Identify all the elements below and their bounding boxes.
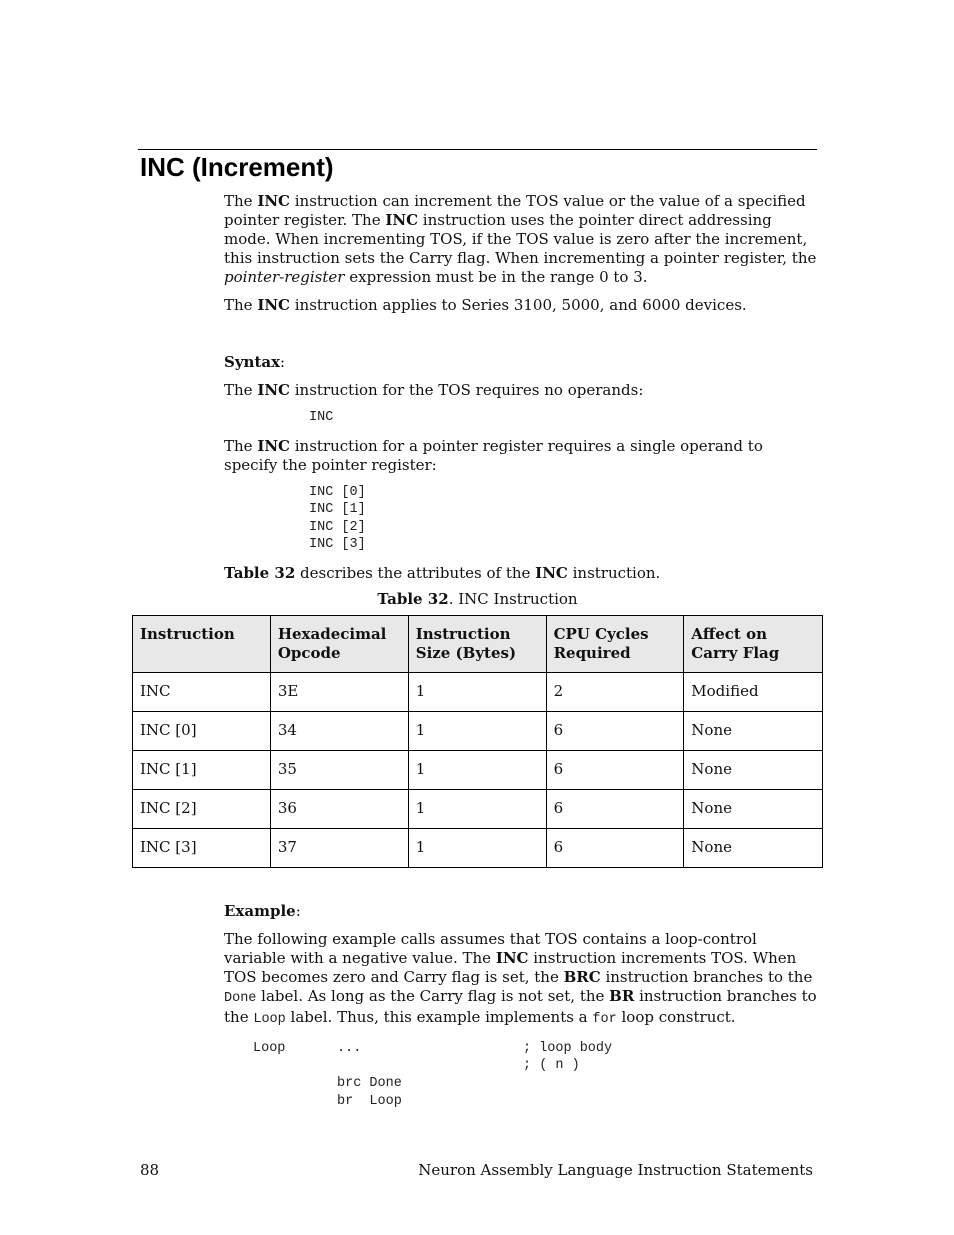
code-line: INC [1] (309, 502, 366, 517)
syntax-code-pointer (309, 484, 819, 554)
table-row (133, 712, 823, 751)
code-line: ... (337, 1041, 362, 1056)
table-cell: None (684, 790, 823, 829)
table-row (133, 790, 823, 829)
table-row (133, 829, 823, 868)
syntax-heading: Syntax: (224, 353, 286, 371)
table-cell: INC [2] (133, 790, 271, 829)
header-cell: CPU Cycles Required (546, 616, 684, 673)
table-cell: None (684, 751, 823, 790)
table-cell: 36 (270, 790, 408, 829)
code-label: Loop (253, 1041, 286, 1056)
intro-paragraph-2: The INC instruction applies to Series 3100, 5000, and 6000 devices. (224, 296, 747, 314)
intro-paragraph-1: The INC instruction can increment the TOS value or the value of a specified pointer register. The INC instruction uses the pointer direct addressing mode. When incrementing TOS, if the TOS value is zero after the increment, this instruction sets the Carry flag. When incrementing a pointer register, the pointer-register expression must be in the range 0 to 3. (224, 192, 817, 286)
code-line: INC [0] (309, 484, 366, 500)
table-cell: INC [3] (133, 829, 271, 868)
example-heading: Example: (224, 902, 301, 920)
code-line: brc Done (337, 1076, 402, 1091)
instruction-table (132, 615, 823, 868)
example-code (224, 1039, 819, 1109)
table-cell: 1 (408, 829, 546, 868)
table-cell: 3E (270, 673, 408, 712)
table-cell: 34 (270, 712, 408, 751)
table-cell: 37 (270, 829, 408, 868)
footer-section-title: Neuron Assembly Language Instruction Statements (418, 1161, 813, 1179)
table-row (133, 751, 823, 790)
table-cell: INC [0] (133, 712, 271, 751)
header-cell: Instruction (133, 616, 271, 673)
page-title: INC (Increment) (140, 152, 334, 182)
table-cell: None (684, 829, 823, 868)
code-line: INC [3] (309, 537, 366, 552)
table-cell: 6 (546, 829, 684, 868)
table-cell: 1 (408, 712, 546, 751)
table-cell: INC (133, 673, 271, 712)
header-cell: Instruction Size (Bytes) (408, 616, 546, 673)
example-section (224, 902, 819, 1109)
table-cell: 6 (546, 751, 684, 790)
table-reference: Table 32 describes the attributes of the INC instruction. (224, 563, 661, 582)
table-cell: 1 (408, 790, 546, 829)
code-line: INC [2] (309, 519, 366, 535)
table-cell: 1 (408, 751, 546, 790)
table-caption: Table 32. INC Instruction (377, 590, 578, 608)
code-line: br Loop (337, 1094, 402, 1109)
example-paragraph: The following example calls assumes that TOS contains a loop-control variable with a negative value. The INC instruction increments TOS. When TOS becomes zero and Carry flag is set, the BRC instruction branches to the Done label. As long as the Carry flag is not set, the BR instruction branches to the Loop label. Thus, this example implements a for loop construct. (224, 930, 817, 1027)
code-comment: ; loop body (523, 1041, 613, 1056)
code-comment: ; ( n ) (523, 1058, 580, 1073)
header-cell: Hexadecimal Opcode (270, 616, 408, 673)
table-cell: 35 (270, 751, 408, 790)
table-cell: INC [1] (133, 751, 271, 790)
page-number: 88 (140, 1161, 160, 1179)
syntax-paragraph-1: The INC instruction for the TOS requires no operands: (224, 381, 644, 399)
table-row (133, 673, 823, 712)
table-cell: 6 (546, 790, 684, 829)
syntax-code-tos: INC (309, 410, 334, 425)
syntax-paragraph-2: The INC instruction for a pointer register requires a single operand to specify the pointer register: (224, 436, 763, 474)
intro-section (224, 192, 819, 592)
table-cell: None (684, 712, 823, 751)
table-cell: 1 (408, 673, 546, 712)
table-cell: 2 (546, 673, 684, 712)
header-cell: Affect on Carry Flag (684, 616, 823, 673)
table-header-row (133, 616, 823, 673)
table-cell: 6 (546, 712, 684, 751)
table-cell: Modified (684, 673, 823, 712)
